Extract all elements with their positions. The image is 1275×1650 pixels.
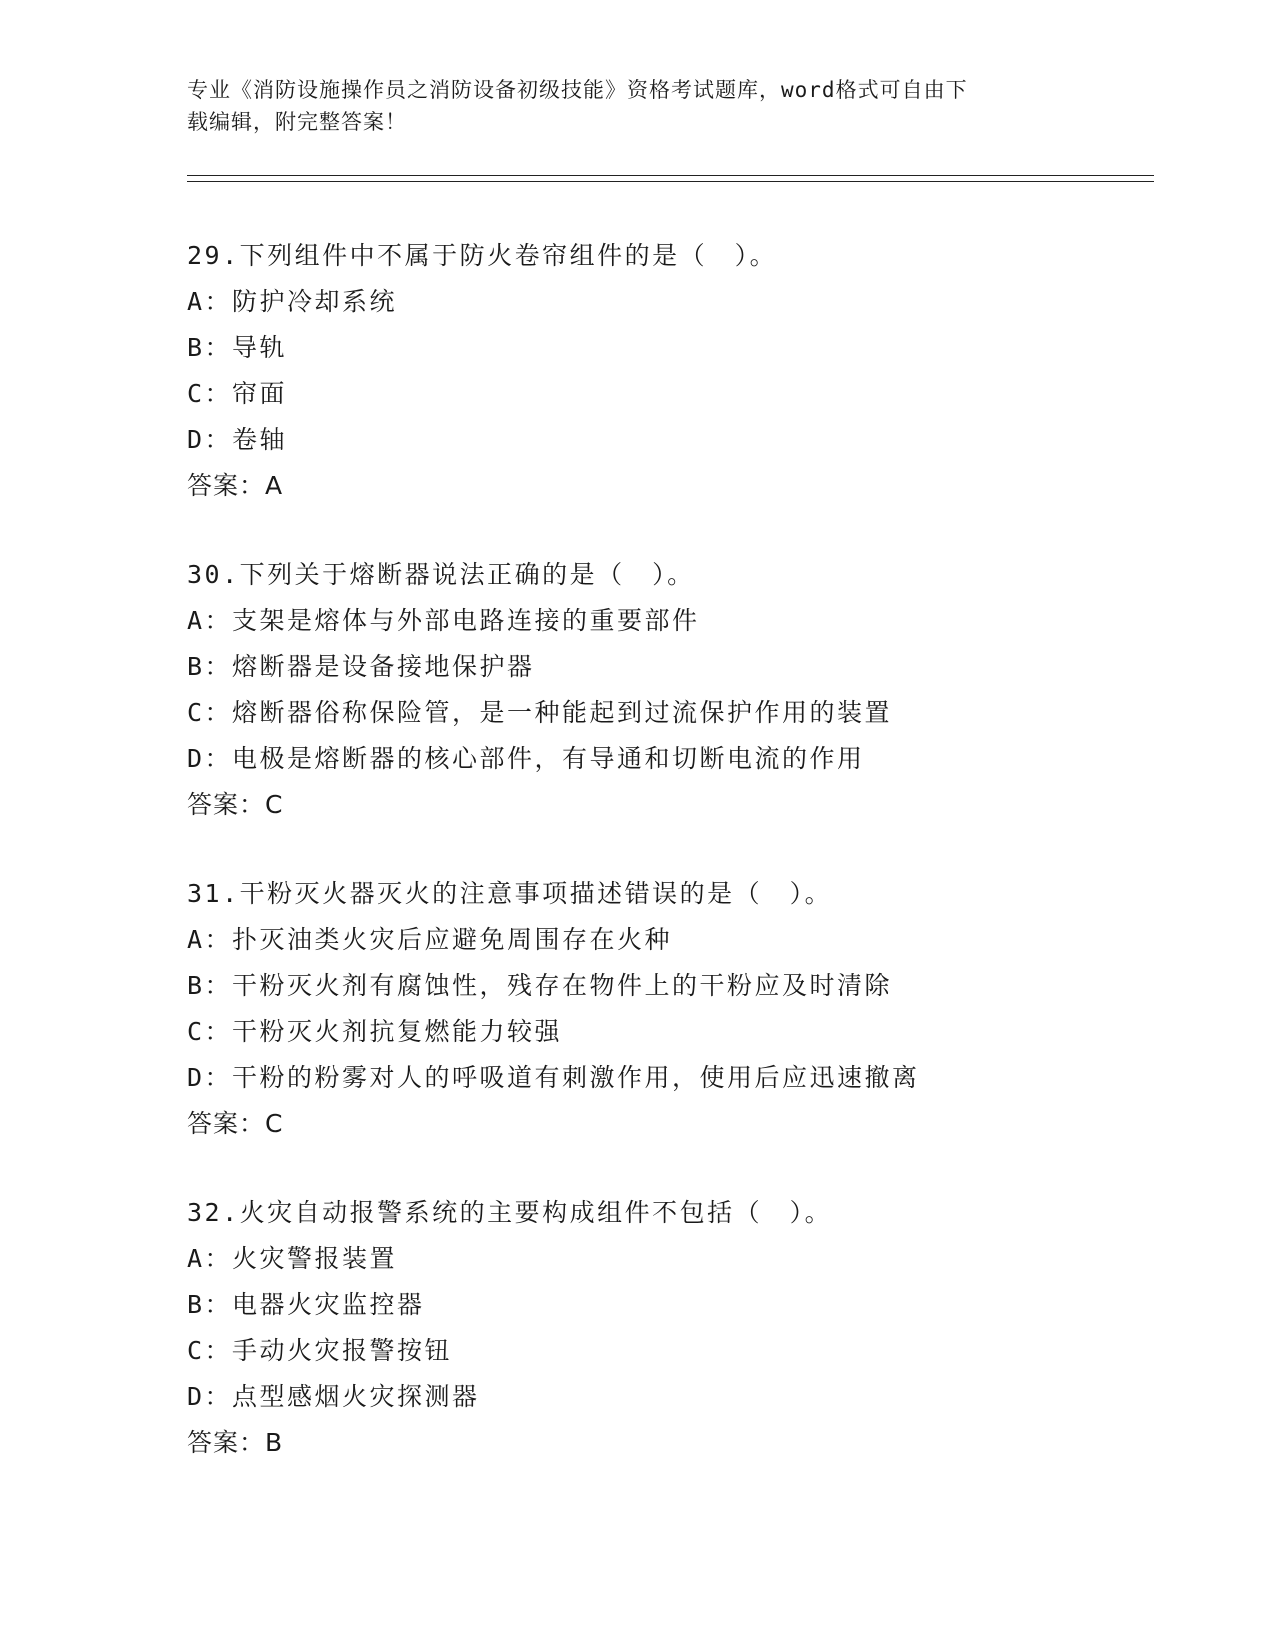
question-option: A：扑灭油类火灾后应避免周围存在火种 [187, 925, 673, 954]
question-option: B：电器火灾监控器 [187, 1290, 425, 1319]
header-line: 专业《消防设施操作员之消防设备初级技能》资格考试题库，word格式可自由下 [187, 78, 968, 102]
question-block [187, 233, 1147, 509]
question-option: C：熔断器俗称保险管，是一种能起到过流保护作用的装置 [187, 698, 893, 727]
question-answer: 答案：B [187, 1428, 284, 1457]
question-option: B：熔断器是设备接地保护器 [187, 652, 535, 681]
question-stem: 32.火灾自动报警系统的主要构成组件不包括（ ）。 [187, 1198, 833, 1227]
document-header [187, 74, 1067, 138]
question-answer: 答案：A [187, 471, 284, 500]
question-stem: 29.下列组件中不属于防火卷帘组件的是（ ）。 [187, 241, 778, 270]
question-stem: 31.干粉灭火器灭火的注意事项描述错误的是（ ）。 [187, 879, 833, 908]
question-block [187, 552, 1147, 828]
question-option: C：手动火灾报警按钮 [187, 1336, 453, 1365]
header-divider [187, 175, 1154, 176]
question-option: A：防护冷却系统 [187, 287, 398, 316]
question-block [187, 1190, 1147, 1466]
question-block [187, 871, 1147, 1147]
question-option: C：干粉灭火剂抗复燃能力较强 [187, 1017, 563, 1046]
question-option: D：卷轴 [187, 425, 288, 454]
question-answer: 答案：C [187, 790, 284, 819]
question-option: C：帘面 [187, 379, 288, 408]
question-option: B：导轨 [187, 333, 288, 362]
header-divider [187, 181, 1154, 182]
question-option: D：干粉的粉雾对人的呼吸道有刺激作用，使用后应迅速撤离 [187, 1063, 920, 1092]
question-option: A：火灾警报装置 [187, 1244, 398, 1273]
question-stem: 30.下列关于熔断器说法正确的是（ ）。 [187, 560, 695, 589]
question-option: D：电极是熔断器的核心部件，有导通和切断电流的作用 [187, 744, 865, 773]
question-option: D：点型感烟火灾探测器 [187, 1382, 480, 1411]
question-answer: 答案：C [187, 1109, 284, 1138]
question-option: B：干粉灭火剂有腐蚀性，残存在物件上的干粉应及时清除 [187, 971, 893, 1000]
question-option: A：支架是熔体与外部电路连接的重要部件 [187, 606, 700, 635]
header-line: 载编辑，附完整答案！ [187, 110, 407, 134]
